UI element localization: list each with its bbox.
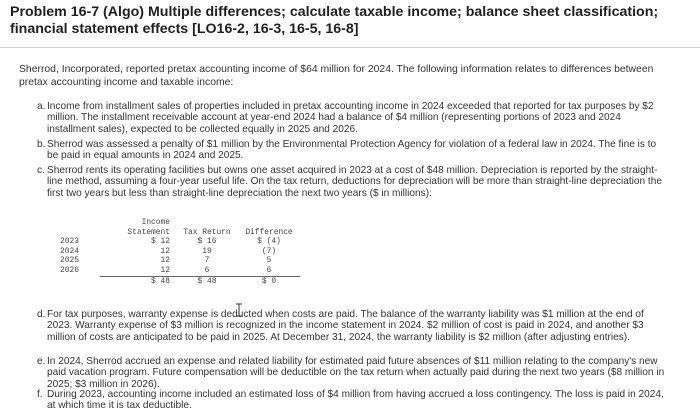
row-tax: 19 bbox=[202, 246, 212, 256]
item-e-text: In 2024, Sherrod accrued an expense and related liability for estimated paid future absences of $11 million relating to the company's new paid vacation program. Future compensation will be deductible on the tax return when actually paid during the next two years ($8 million in 2025; $3 million in 2026). bbox=[47, 356, 665, 390]
row-diff: 6 bbox=[238, 266, 300, 276]
item-d bbox=[37, 309, 667, 343]
title-divider bbox=[0, 47, 700, 48]
row-income: 12 bbox=[100, 266, 176, 276]
item-a-text: Income from installment sales of properties included in pretax accounting income in 2024 exceeded that reported for tax purposes by $2 million. The installment receivable account at year-end 2024 had a balance of $4 million (representing portions of 2023 and 2024 installment sales), expected to be collected equally in 2025 and 2026. bbox=[47, 101, 654, 135]
item-b bbox=[37, 139, 667, 162]
problem-intro: Sherrod, Incorporated, reported pretax accounting income of $64 million for 2024. The following information relates to differences between pretax accounting income and taxable income: bbox=[19, 64, 654, 88]
row-year: 2025 bbox=[60, 256, 79, 266]
item-f bbox=[37, 389, 667, 412]
row-diff: $ (4) bbox=[257, 237, 281, 247]
item-f-text: During 2023, accounting income included an estimated loss of $4 million from having accrued a loss contingency. The loss is paid in 2024, at which time it is tax deductible. bbox=[47, 389, 664, 412]
text-cursor-icon bbox=[236, 303, 242, 317]
row-income: 12 bbox=[160, 256, 170, 266]
depreciation-table bbox=[60, 218, 300, 286]
table-row bbox=[60, 247, 300, 257]
row-tax: $ 16 bbox=[197, 237, 217, 247]
item-b-label: b. bbox=[37, 139, 46, 150]
row-tax: 7 bbox=[204, 256, 210, 266]
problem-title: Problem 16-7 (Algo) Multiple differences; calculate taxable income; balance sheet classification; financial statement effects [LO16-2, 16-3, 16-5, 16-8] bbox=[10, 4, 659, 37]
table-row bbox=[60, 256, 300, 266]
item-d-text: For tax purposes, warranty expense is deducted when costs are paid. The balance of the warranty liability was $1 million at the end of 2023. Warranty expense of $3 million is recognized in the income statement in 2024. $2 million of cost is paid in 2024, and another $3 million of costs are anticipated to be paid in 2025. At December 31, 2024, the warranty liability is $2 million (after adjusting entries). bbox=[47, 309, 644, 343]
item-f-label: f. bbox=[37, 389, 43, 400]
item-a-label: a. bbox=[37, 101, 46, 112]
item-c bbox=[37, 165, 667, 199]
total-diff: $ 0 bbox=[261, 276, 277, 286]
col-tax-header: Tax Return bbox=[183, 227, 231, 237]
table-row bbox=[60, 237, 300, 247]
item-e-label: e. bbox=[37, 356, 46, 367]
item-e bbox=[37, 356, 667, 390]
row-year: 2026 bbox=[60, 266, 79, 276]
item-d-label: d. bbox=[37, 309, 46, 320]
table-row bbox=[60, 266, 300, 276]
total-tax: $ 48 bbox=[197, 276, 217, 286]
row-income: 12 bbox=[160, 246, 170, 256]
row-tax: 6 bbox=[176, 266, 238, 276]
col-diff-header: Difference bbox=[245, 227, 293, 237]
col-income-header-2: Statement bbox=[127, 227, 170, 237]
item-c-text: Sherrod rents its operating facilities but owns one asset acquired in 2023 at a cost of $48 million. Depreciation is reported by the straight-line method, assuming a four-year useful life. On the tax return, deductions for depreciation will be more than straight-line depreciation the first two years but less than straight-line depreciation the next two years ($ in millions): bbox=[47, 165, 662, 199]
table-total-row bbox=[60, 276, 300, 286]
item-a bbox=[37, 101, 667, 135]
total-income: $ 48 bbox=[151, 276, 170, 286]
item-c-label: c. bbox=[37, 165, 45, 176]
item-b-text: Sherrod was assessed a penalty of $1 million by the Environmental Protection Agency for violation of a federal law in 2024. The fine is to be paid in equal amounts in 2024 and 2025. bbox=[47, 139, 657, 162]
col-income-header-1: Income bbox=[141, 218, 170, 227]
row-diff: (7) bbox=[261, 246, 277, 256]
row-income: $ 12 bbox=[151, 237, 170, 247]
row-year: 2024 bbox=[60, 246, 79, 256]
row-year: 2023 bbox=[60, 237, 79, 247]
row-diff: 5 bbox=[266, 256, 272, 266]
